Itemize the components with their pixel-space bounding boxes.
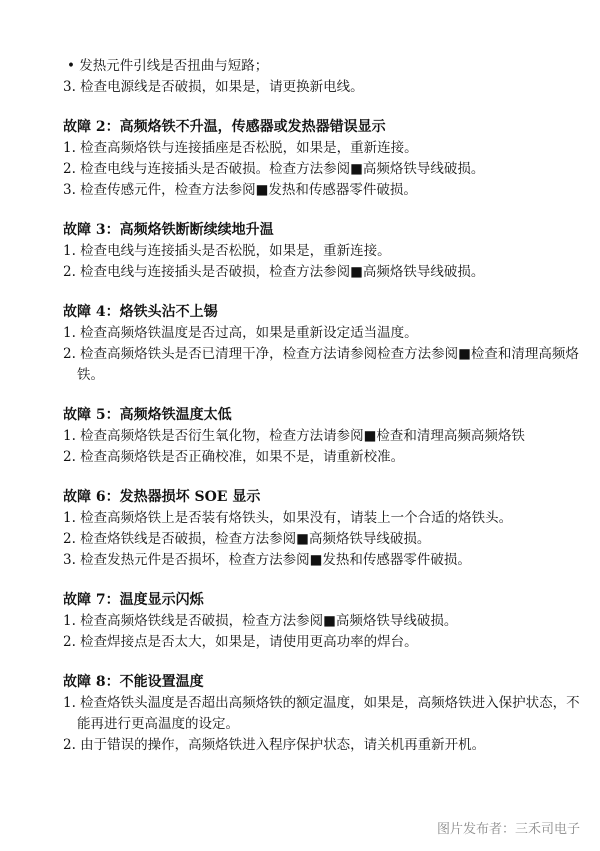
intro-item-3: 3. 检查电源线是否破损，如果是，请更换新电线。 <box>63 79 364 95</box>
document-body <box>63 56 583 756</box>
list-item: 2. 由于错误的操作，高频烙铁进入程序保护状态，请关机再重新开机。 <box>63 737 486 753</box>
fault-section-2 <box>63 117 583 201</box>
section-title: 故障 8：不能设置温度 <box>63 674 204 690</box>
list-item: 1. 检查高频烙铁是否衍生氧化物，检查方法请参阅■检查和清理高频高频烙铁 <box>63 428 525 444</box>
section-title: 故障 3：高频烙铁断断续续地升温 <box>63 222 274 238</box>
section-title: 故障 7：温度显示闪烁 <box>63 592 204 608</box>
list-item: 2. 检查焊接点是否太大，如果是，请使用更高功率的焊台。 <box>63 634 418 650</box>
section-title: 故障 4：烙铁头沾不上锡 <box>63 304 218 320</box>
list-item: 1. 检查高频烙铁温度是否过高，如果是重新设定适当温度。 <box>63 325 418 341</box>
list-item: 3. 检查发热元件是否损坏，检查方法参阅■发热和传感器零件破损。 <box>63 552 471 568</box>
fault-section-8 <box>63 672 583 756</box>
list-item: 1. 检查高频烙铁与连接插座是否松脱，如果是，重新连接。 <box>63 140 418 156</box>
list-item: 2. 检查电线与连接插头是否破损，检查方法参阅■高频烙铁导线破损。 <box>63 264 485 280</box>
list-item: 2. 检查高频烙铁是否正确校准，如果不是，请重新校准。 <box>63 449 405 465</box>
fault-section-6 <box>63 487 583 571</box>
list-item: 1. 检查高频烙铁线是否破损，检查方法参阅■高频烙铁导线破损。 <box>63 613 458 629</box>
publisher-credit: 图片发布者：三禾司电子 <box>436 822 580 837</box>
fault-section-5 <box>63 405 583 468</box>
list-item: 2. 检查高频烙铁头是否已清理干净，检查方法请参阅检查方法参阅■检查和清理高频烙铁。 <box>63 346 579 383</box>
list-item: 1. 检查电线与连接插头是否松脱，如果是，重新连接。 <box>63 243 391 259</box>
fault-section-3 <box>63 220 583 283</box>
section-title: 故障 5：高频烙铁温度太低 <box>63 407 232 423</box>
fault-section-4 <box>63 302 583 386</box>
list-item: 2. 检查烙铁线是否破损，检查方法参阅■高频烙铁导线破损。 <box>63 531 431 547</box>
list-item: 3. 检查传感元件，检查方法参阅■发热和传感器零件破损。 <box>63 182 417 198</box>
fault-section-7 <box>63 590 583 653</box>
intro-bullet: • 发热元件引线是否扭曲与短路； <box>67 58 269 74</box>
section-title: 故障 2：高频烙铁不升温，传感器或发热器错误显示 <box>63 119 386 135</box>
list-item: 1. 检查高频烙铁上是否装有烙铁头，如果没有，请装上一个合适的烙铁头。 <box>63 510 513 526</box>
list-item: 1. 检查烙铁头温度是否超出高频烙铁的额定温度，如果是，高频烙铁进入保护状态，不能再进行更高温度的设定。 <box>63 695 580 732</box>
list-item: 2. 检查电线与连接插头是否破损。检查方法参阅■高频烙铁导线破损。 <box>63 161 485 177</box>
section-title: 故障 6：发热器损坏 SOE 显示 <box>63 489 261 505</box>
